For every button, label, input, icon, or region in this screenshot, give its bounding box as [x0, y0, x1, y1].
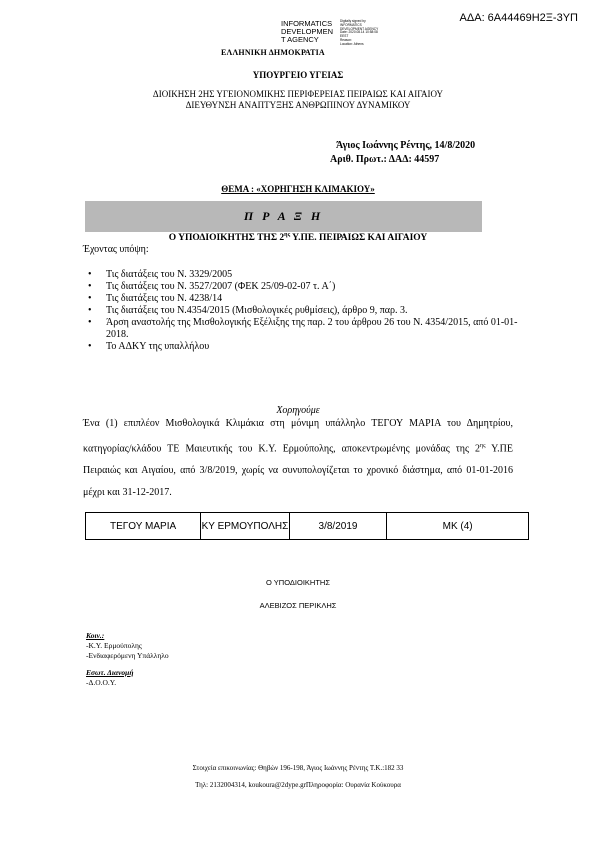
issuing-authority	[0, 232, 596, 243]
contact-address: Στοιχεία επικοινωνίας: Θηβών 196-198, Άγιος Ιωάννης Ρέντης Τ.Κ.:182 33	[192, 764, 404, 772]
ministry-heading: ΥΠΟΥΡΓΕΙΟ ΥΓΕΙΑΣ	[252, 70, 344, 80]
stamp-details	[340, 20, 400, 47]
act-title-band	[85, 201, 482, 232]
list-item: • Τις διατάξεις του Ν. 3329/2005	[86, 269, 526, 281]
grant-heading: Χορηγούμε	[276, 405, 320, 416]
list-item: • Άρση αναστολής της Μισθολογικής Εξέλιξης της παρ. 2 του άρθρου 26 του Ν. 4354/2015, από 01-01-2018.	[86, 317, 526, 341]
stamp-detail: Reason:	[340, 37, 352, 42]
table-cell-unit: ΚΥ ΕΡΜΟΥΠΟΛΗΣ	[201, 513, 290, 540]
list-item: • Τις διατάξεις του Ν.4354/2015 (Μισθολογικές ρυθμίσεις), άρθρο 9, παρ. 3.	[86, 305, 526, 317]
document-date: Άγιος Ιωάννης Ρέντης, 14/8/2020	[336, 140, 476, 151]
act-title: Π Ρ Α Ξ Η	[243, 209, 324, 223]
digital-signature-stamp	[281, 19, 379, 46]
internal-distribution-item: -Δ.Ο.Ο.Υ.	[86, 678, 117, 687]
republic-heading: ΕΛΛΗΝΙΚΗ ΔΗΜΟΚΡΑΤΙΑ	[221, 48, 325, 57]
list-item: • Το ΑΔΚΥ της υπαλλήλου	[86, 341, 526, 353]
paragraph-text-rest: Υ.ΠΕ Πειραιώς και Αιγαίου, από 3/8/2019, χωρίς να συνυπολογίζεται το χρονικό διάστημα, από 01-01-2016 μέχρι και 31-12-2017.	[83, 443, 513, 499]
stamp-detail: Location: Athens	[340, 41, 364, 46]
employee-table	[85, 512, 529, 540]
authority-sup: ης	[284, 232, 291, 238]
protocol-number: Αριθ. Πρωτ.: ΔΑΔ: 44597	[330, 154, 440, 165]
paragraph-sup: ης	[479, 443, 486, 449]
table-cell-date: 3/8/2019	[289, 513, 386, 540]
contact-phone: Τηλ: 2132004314, koukoura@2dype.grΠληροφορία: Ουρανία Κούκουρα	[195, 781, 401, 789]
list-item: • Τις διατάξεις του Ν. 4238/14	[86, 293, 526, 305]
directorate-heading: ΔΙΕΥΘΥΝΣΗ ΑΝΑΠΤΥΞΗΣ ΑΝΘΡΩΠΙΝΟΥ ΔΥΝΑΜΙΚΟΥ	[185, 100, 411, 110]
list-item: • Τις διατάξεις του Ν. 3527/2007 (ΦΕΚ 25/09-02-07 τ. Α΄)	[86, 281, 526, 293]
cc-item: -Ενδιαφερόμενη Υπάλληλο	[86, 651, 169, 660]
ada-code: ΑΔΑ: 6Α44469Η2Ξ-3ΥΠ	[459, 12, 578, 24]
cc-item: -Κ.Υ. Ερμούπολης	[86, 641, 142, 650]
stamp-detail: EEST	[340, 34, 349, 39]
paragraph-text: Ένα (1) επιπλέον Μισθολογικά Κλιμάκια στη μόνιμη υπάλληλο ΤΕΓΟΥ ΜΑΡΙΑ του Δημητρίου, κατηγορίας/κλάδου ΤΕ Μαιευτικής του Κ.Υ. Ερμούπολης, αποκεντρωμένης μονάδας της 2	[83, 418, 513, 455]
internal-distribution-label: Εσωτ. Διανομή	[86, 668, 134, 677]
signatory-name: ΑΛΕΒΙΖΟΣ ΠΕΡΙΚΛΗΣ	[259, 601, 337, 610]
stamp-detail: INFORMATICS	[340, 22, 362, 27]
stamp-line: INFORMATICS	[281, 19, 333, 28]
stamp-detail: DEVELOPMENT AGENCY	[340, 26, 379, 31]
stamp-line: DEVELOPMEN	[281, 27, 334, 36]
authority-text: Ο ΥΠΟΔΙΟΙΚΗΤΗΣ ΤΗΣ 2	[168, 233, 285, 244]
cc-block	[86, 631, 169, 661]
table-cell-grade: ΜΚ (4)	[387, 513, 529, 540]
stamp-detail: Date: 2020.08.14 10:58:08	[340, 30, 378, 35]
decision-paragraph	[83, 413, 513, 504]
subject-line: ΘΕΜΑ : «ΧΟΡΗΓΗΣΗ ΚΛΙΜΑΚΙΟΥ»	[221, 184, 375, 194]
having-regard-label: Έχοντας υπόψη:	[83, 244, 149, 255]
signatory-title: Ο ΥΠΟΔΙΟΙΚΗΤΗΣ	[266, 578, 330, 587]
authority-text-rest: Υ.ΠΕ. ΠΕΙΡΑΙΩΣ ΚΑΙ ΑΙΓΑΙΟΥ	[290, 233, 428, 244]
stamp-detail: Digitally signed by	[340, 19, 366, 23]
internal-distribution-block	[86, 668, 133, 688]
table-row	[86, 513, 529, 540]
cc-label: Κοιν.:	[86, 631, 105, 640]
table-cell-name: ΤΕΓΟΥ ΜΑΡΙΑ	[86, 513, 201, 540]
legal-basis-list	[86, 269, 526, 353]
stamp-line: T AGENCY	[281, 35, 319, 44]
administration-heading: ΔΙΟΙΚΗΣΗ 2ΗΣ ΥΓΕΙΟΝΟΜΙΚΗΣ ΠΕΡΙΦΕΡΕΙΑΣ ΠΕΙΡΑΙΩΣ ΚΑΙ ΑΙΓΑΙΟΥ	[152, 89, 444, 99]
